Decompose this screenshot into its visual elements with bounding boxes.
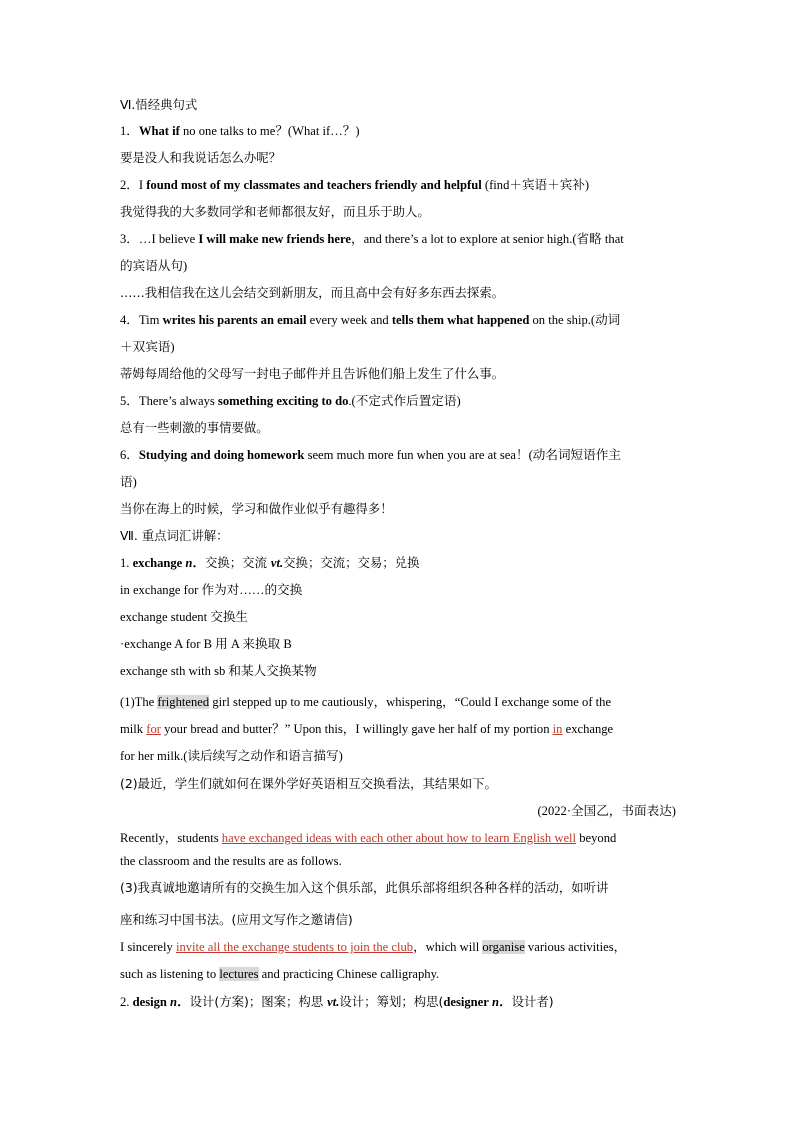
example-3-chinese-2: 座和练习中国书法。(应用文写作之邀请信): [120, 912, 353, 927]
sentence-3: 3．…I believe I will make new friends here，and there’s a lot to explore at senior high.(省略 that: [120, 232, 624, 246]
sentence-3-translation: ……我相信我在这儿会结交到新朋友，而且高中会有好多东西去探索。: [120, 285, 505, 300]
example-3-chinese-1: (3)我真诚地邀请所有的交换生加入这个俱乐部，此俱乐部将组织各种各样的活动，如听讲: [120, 880, 609, 895]
sentence-4-translation: 蒂姆每周给他的父母写一封电子邮件并且告诉他们船上发生了什么事。: [120, 366, 505, 381]
sentence-3-cont: 的宾语从句): [120, 259, 188, 273]
vocab-exchange: 1. exchange n．交换；交流 vt.交换；交流；交易；兑换: [120, 555, 420, 570]
example-2-line-2: the classroom and the results are as follows.: [120, 854, 342, 868]
example-3-line-2: such as listening to lectures and practicing Chinese calligraphy.: [120, 967, 440, 981]
sentence-1-translation: 要是没人和我说话怎么办呢？: [120, 150, 282, 165]
phrase-exchange-a-for-b: ·exchange A for B 用 A 来换取 B: [120, 637, 292, 651]
example-2-line-1: Recently，students have exchanged ideas with each other about how to learn English well beyond: [120, 831, 617, 845]
example-2-source: (2022·全国乙，书面表达): [537, 804, 676, 818]
sentence-5-translation: 总有一些刺激的事情要做。: [120, 420, 269, 435]
example-1-line-1: (1)The frightened girl stepped up to me cautiously，whispering，“Could I exchange some of the: [120, 695, 612, 709]
sentence-5: 5．There’s always something exciting to do.(不定式作后置定语): [120, 394, 461, 408]
phrase-exchange-sth-with-sb: exchange sth with sb 和某人交换某物: [120, 664, 317, 678]
example-2-chinese: (2)最近，学生们就如何在课外学好英语相互交换看法，其结果如下。: [120, 776, 497, 791]
sentence-4-cont: ＋双宾语): [120, 340, 175, 354]
sentence-6: 6．Studying and doing homework seem much more fun when you are at sea！(动名词短语作主: [120, 448, 621, 462]
sentence-2: 2．I found most of my classmates and teachers friendly and helpful (find＋宾语＋宾补): [120, 178, 590, 192]
section-6-heading: Ⅵ.悟经典句式: [120, 97, 198, 112]
sentence-2-translation: 我觉得我的大多数同学和老师都很友好，而且乐于助人。: [120, 204, 430, 219]
section-7-heading: Ⅶ. 重点词汇讲解：: [120, 528, 229, 543]
example-3-line-1: I sincerely invite all the exchange students to join the club，which will organise various activities，: [120, 940, 627, 954]
sentence-1: 1．What if no one talks to me？(What if…？): [120, 124, 360, 138]
vocab-design: 2. design n．设计(方案)；图案；构思 vt.设计；筹划；构思(designer n．设计者): [120, 994, 554, 1009]
sentence-6-translation: 当你在海上的时候，学习和做作业似乎有趣得多！: [120, 501, 393, 516]
document-page: [120, 96, 676, 1016]
sentence-4: 4．Tim writes his parents an email every week and tells them what happened on the ship.(动词: [120, 313, 621, 327]
example-1-line-3: for her milk.(读后续写之动作和语言描写): [120, 749, 343, 763]
phrase-in-exchange-for: in exchange for 作为对……的交换: [120, 583, 303, 597]
phrase-exchange-student: exchange student 交换生: [120, 610, 249, 624]
sentence-6-cont: 语): [120, 475, 137, 489]
example-1-line-2: milk for your bread and butter？” Upon this，I willingly gave her half of my portion in exchange: [120, 722, 614, 736]
